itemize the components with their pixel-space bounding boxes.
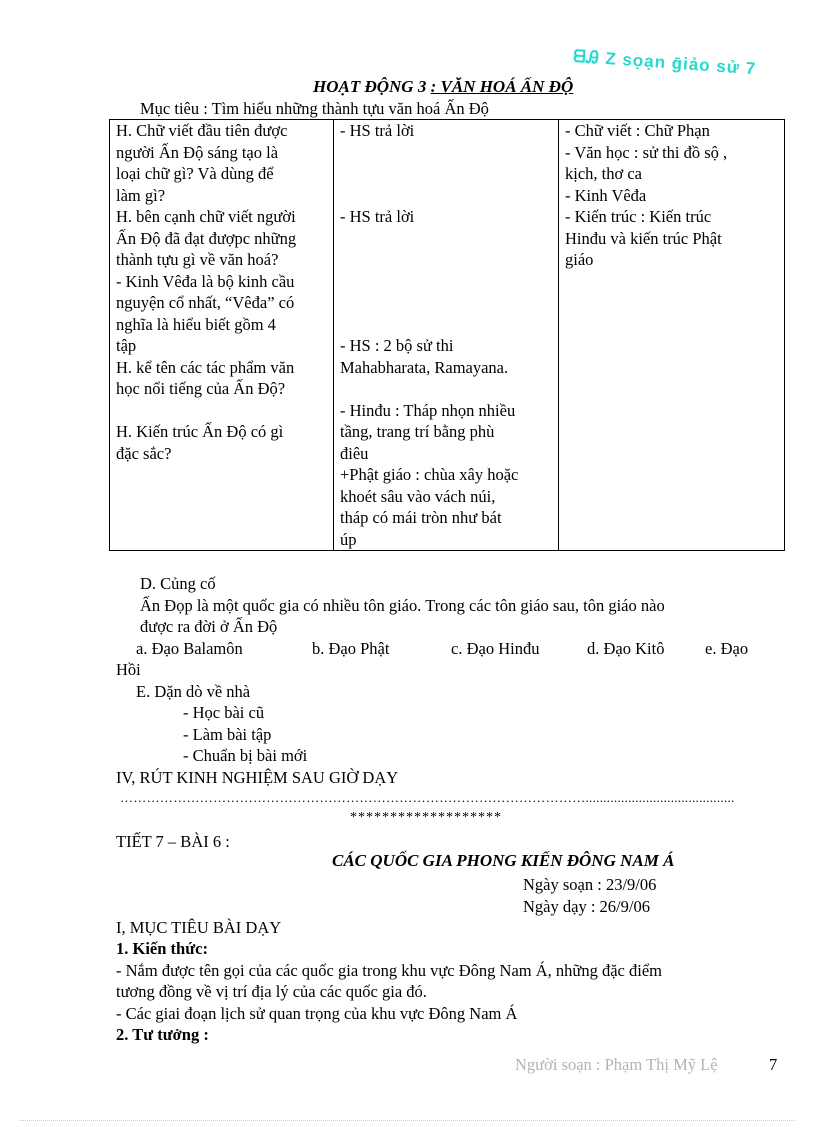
table-cell-line: +Phật giáo : chùa xây hoặc <box>340 465 519 484</box>
table-cell-line: H. Chữ viết đầu tiên được <box>116 121 288 140</box>
option-a: a. Đạo Balamôn <box>136 639 243 658</box>
table-cell-line <box>340 142 554 164</box>
table-row <box>110 120 785 551</box>
table-cell-line: H. kể tên các tác phẩm văn <box>116 357 295 377</box>
watermark-text: ᗺᎯ Z sọạn ḡiảo sử 7 <box>572 46 757 79</box>
lesson-title: CÁC QUỐC GIA PHONG KIẾN ĐÔNG NAM Á <box>332 851 675 870</box>
table-cell-line: Mahabharata, Ramayana. <box>340 357 509 377</box>
option-d: d. Đạo Kitô <box>587 639 665 658</box>
homework-item: - Học bài cũ <box>183 703 265 722</box>
lesson-label: TIẾT 7 – BÀI 6 : <box>116 832 230 851</box>
table-cell-line: khoét sâu vào vách núi, <box>340 486 496 506</box>
thought-heading: 2. Tư tưởng : <box>116 1025 209 1044</box>
homework-item: - Chuẩn bị bài mới <box>183 746 308 765</box>
table-cell-line: - Chữ viết : Chữ Phạn <box>565 121 710 140</box>
table-col-student <box>334 120 559 551</box>
table-cell-line: H. Kiến trúc Ấn Độ có gì <box>116 422 284 441</box>
prep-date: Ngày soạn : 23/9/06 <box>523 875 657 894</box>
table-cell-line <box>340 271 554 293</box>
table-cell-line: tập <box>116 336 137 355</box>
option-b: b. Đạo Phật <box>312 639 390 658</box>
table-cell-line <box>340 249 554 271</box>
table-cell-line: làm gì? <box>116 185 166 205</box>
consolidation-question-line2: được ra đời ở Ấn Độ <box>140 617 278 636</box>
activity-title-prefix: HOẠT ĐỘNG 3 <box>313 77 431 96</box>
page-bottom-divider <box>20 1120 796 1121</box>
activity-title <box>313 76 573 98</box>
table-cell-line: tháp có mái tròn như bát <box>340 508 502 527</box>
table-cell-line: thành tựu gì về văn hoá? <box>116 250 279 269</box>
table-cell-line: kịch, thơ ca <box>565 164 642 183</box>
activity-goal: Mục tiêu : Tìm hiểu những thành tựu văn hoá Ấn Độ <box>140 99 489 118</box>
table-cell-line: điêu <box>340 443 369 463</box>
knowledge-line3: - Các giai đoạn lịch sử quan trọng của khu vực Đông Nam Á <box>116 1004 518 1023</box>
knowledge-line1: - Nắm được tên gọi của các quốc gia trong khu vực Đông Nam Á, những đặc điểm <box>116 961 662 980</box>
table-cell-line: nguyện cổ nhất, “Vêđa” có <box>116 293 295 312</box>
table-cell-line: - Kiến trúc : Kiến trúc <box>565 207 712 226</box>
page-number: 7 <box>769 1055 778 1074</box>
table-cell-line: - Hinđu : Tháp nhọn nhiều <box>340 400 516 420</box>
table-cell-line: nghĩa là hiểu biết gồm 4 <box>116 314 276 334</box>
table-cell-line: - HS trả lời <box>340 121 415 140</box>
table-cell-line: giáo <box>565 250 594 269</box>
objectives-heading: I, MỤC TIÊU BÀI DẠY <box>116 918 282 937</box>
table-cell-line: Ấn Độ đã đạt đượpc những <box>116 228 297 248</box>
teach-date: Ngày dạy : 26/9/06 <box>523 897 650 916</box>
table-cell-line <box>116 400 329 422</box>
table-cell-line: úp <box>340 529 357 549</box>
table-col-content <box>559 120 785 551</box>
consolidation-question-line1: Ấn Đọp là một quốc gia có nhiều tôn giáo. Trong các tôn giáo sau, tôn giáo nào <box>140 596 665 615</box>
table-cell-line <box>340 163 554 185</box>
table-cell-line <box>340 314 554 336</box>
table-cell-line: - Kinh Vêđa là bộ kinh cầu <box>116 271 295 291</box>
option-e-continued: Hồi <box>116 660 141 679</box>
activity-title-rest: : VĂN HOÁ ẤN ĐỘ <box>430 77 574 96</box>
section-iv-heading: IV, RÚT KINH NGHIỆM SAU GIỜ DẠY <box>116 768 399 787</box>
table-cell-line: đặc sắc? <box>116 443 172 463</box>
option-e: e. Đạo <box>705 639 749 658</box>
table-cell-line: - HS trả lời <box>340 207 415 226</box>
table-cell-line: - HS : 2 bộ sử thi <box>340 336 454 355</box>
knowledge-heading: 1. Kiến thức: <box>116 939 208 958</box>
dotted-line: …………………………………………………………………………………………….......................................... <box>120 790 735 805</box>
footer-author: Người soạn : Phạm Thị Mỹ Lệ <box>515 1055 718 1074</box>
table-col-teacher <box>110 120 334 551</box>
table-cell-line <box>340 228 554 250</box>
table-cell-line: - Văn học : sử thi đồ sộ , <box>565 142 728 162</box>
homework-heading: E. Dặn dò về nhà <box>136 682 251 701</box>
col3-lines <box>565 120 780 271</box>
consolidation-heading: D. Củng cố <box>140 574 216 593</box>
table-cell-line <box>340 378 554 400</box>
table-cell-line: người Ấn Độ sáng tạo là <box>116 142 279 162</box>
table-cell-line: - Kinh Vêđa <box>565 185 647 205</box>
col1-lines <box>116 120 329 464</box>
option-c: c. Đạo Hinđu <box>451 639 540 658</box>
activity-table <box>109 119 785 551</box>
table-cell-line: học nổi tiếng của Ấn Độ? <box>116 379 286 398</box>
star-separator: ******************* <box>350 810 502 825</box>
table-cell-line: H. bên cạnh chữ viết người <box>116 207 296 226</box>
table-cell-line: loại chữ gì? Và dùng để <box>116 164 274 183</box>
table-cell-line <box>340 292 554 314</box>
table-cell-line: tầng, trang trí bằng phù <box>340 422 495 441</box>
col2-lines <box>340 120 554 550</box>
knowledge-line2: tương đồng về vị trí địa lý của các quốc gia đó. <box>116 982 427 1001</box>
homework-item: - Làm bài tập <box>183 725 272 744</box>
table-cell-line: Hinđu và kiến trúc Phật <box>565 228 722 248</box>
table-cell-line <box>340 185 554 207</box>
